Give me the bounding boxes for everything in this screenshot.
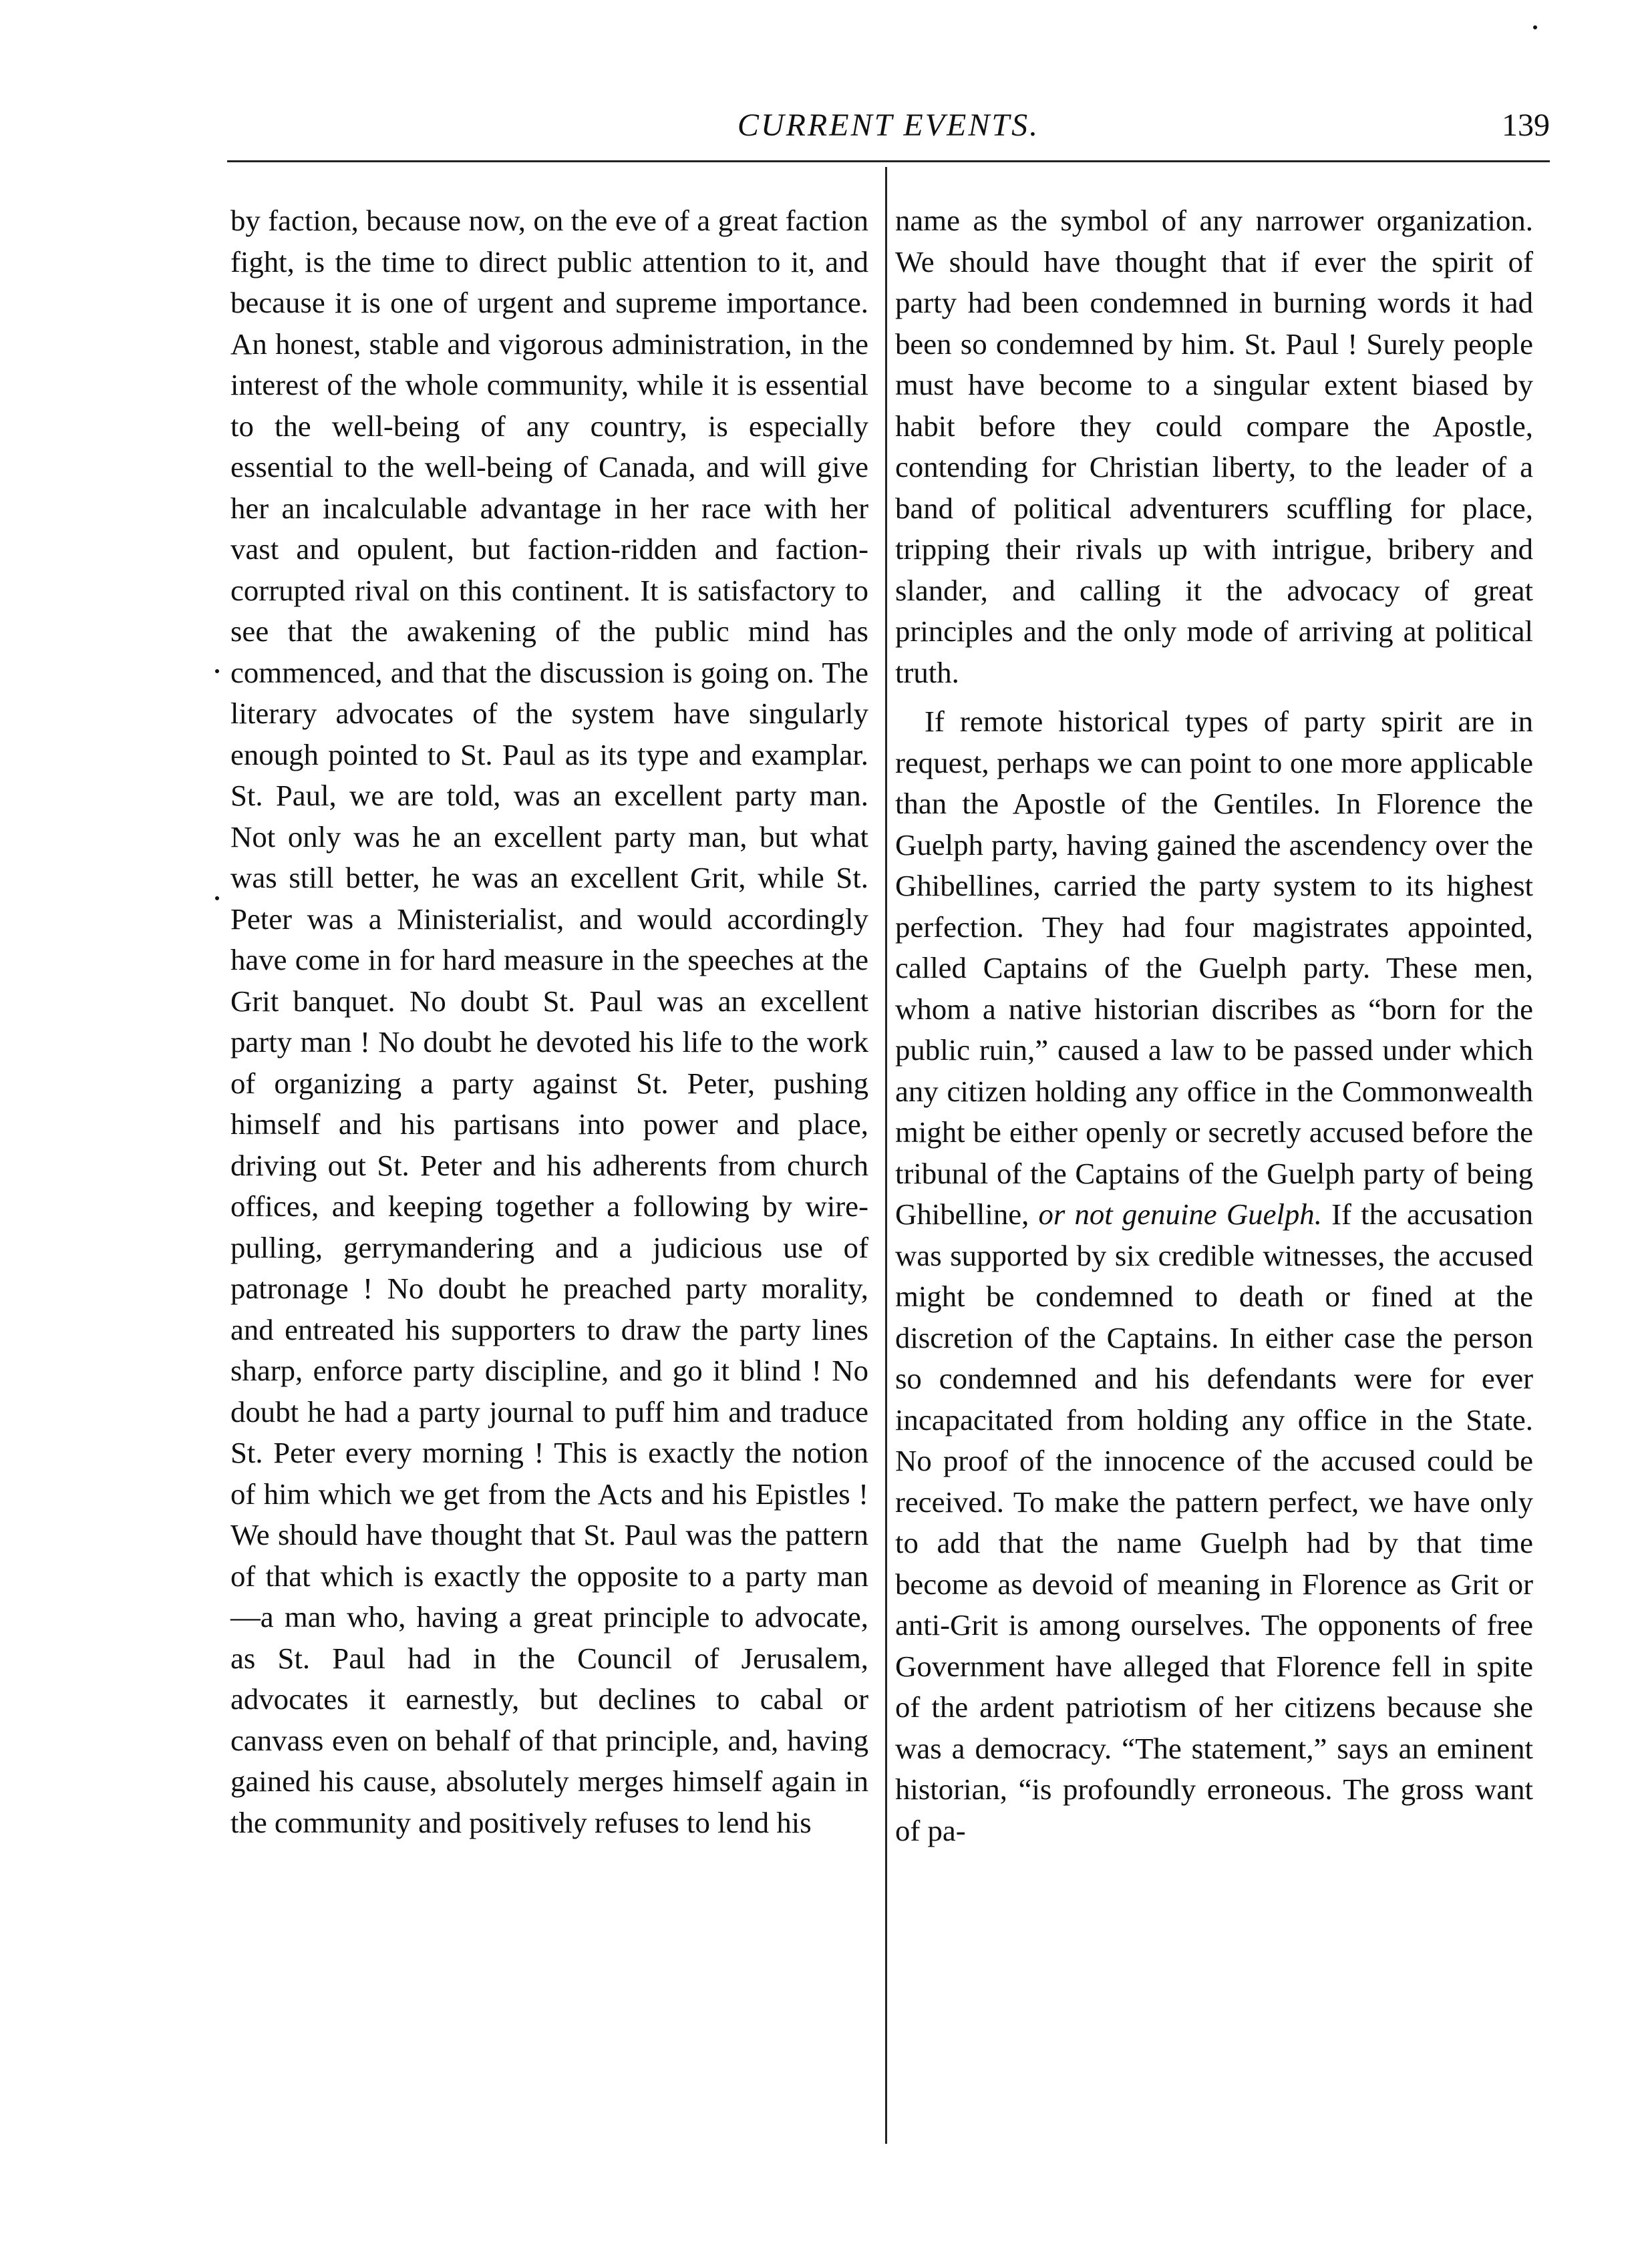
column-divider: [885, 167, 887, 2144]
running-title: CURRENT EVENTS.: [737, 108, 1040, 143]
left-column-paragraph: by faction, because now, on the eve of a great faction fight, is the time to direct public attention to it, and because it is one of urgent and supreme importance. An honest, stable and vigorous administration, in the interest of the whole community, while it is essential to the well-being of any country, is especially essential to the well-being of Canada, and will give her an incalculable advantage in her race with her vast and opulent, but faction-ridden and faction-corrupted rival on this continent. It is satisfactory to see that the awakening of the public mind has commenced, and that the discussion is going on. The literary advocates of the system have singularly enough pointed to St. Paul as its type and examplar. St. Paul, we are told, was an excellent party man. Not only was he an excellent party man, but what was still better, he was an excellent Grit, while St. Peter was a Ministerialist, and would accordingly have come in for hard measure in the speeches at the Grit banquet. No doubt St. Paul was an excellent party man ! No doubt he devoted his life to the work of organizing a party against St. Peter, pushing himself and his partisans into power and place, driving out St. Peter and his adherents from church offices, and keeping together a following by wire-pulling, gerrymandering and a judicious use of patronage ! No doubt he preached party morality, and entreated his supporters to draw the party lines sharp, enforce party discipline, and go it blind ! No doubt he had a party journal to puff him and traduce St. Peter every morning ! This is exactly the notion of him which we get from the Acts and his Epistles ! We should have thought that St. Paul was the pattern of that which is exactly the opposite to a party man—a man who, having a great principle to advocate, as St. Paul had in the Council of Jerusalem, advocates it earnestly, but declines to cabal or canvass even on behalf of that principle, and, having gained his cause, absolutely merges himself again in the community and positively refuses to lend his: [230, 204, 868, 1839]
right-column: [895, 200, 1533, 1851]
print-speck: [1533, 25, 1537, 29]
right-column-paragraph-2: [895, 701, 1533, 1851]
header-rule: [227, 160, 1550, 162]
paragraph-text-before-italic: If remote historical types of party spirit are in request, perhaps we can point to one more applicable than the Apostle of the Gentiles. In Florence the Guelph party, having gained the ascendency over the Ghibellines, carried the party system to its highest perfection. They had four magistrates appointed, called Captains of the Guelph party. These men, whom a native historian discribes as “born for the public ruin,” caused a law to be passed under which any citizen holding any office in the Commonwealth might be either openly or secretly accused before the tribunal of the Captains of the Guelph party of being Ghibelline,: [895, 705, 1533, 1231]
right-column-paragraph-1: name as the symbol of any narrower organization. We should have thought that if ever the spirit of party had been condemned in burning words it had been so condemned by him. St. Paul ! Surely people must have become to a singular extent biased by habit before they could compare the Apostle, contending for Christian liberty, to the leader of a band of political adventurers scuffling for place, tripping their rivals up with intrigue, bribery and slander, and calling it the advocacy of great principles and the only mode of arriving at political truth.: [895, 204, 1533, 689]
italic-phrase: or not genuine Guelph.: [1038, 1197, 1322, 1231]
left-column: [230, 200, 868, 1843]
running-head: [227, 100, 1550, 154]
page-number: 139: [1502, 108, 1550, 143]
print-speck: [215, 669, 219, 673]
paragraph-text-after-italic: If the accusation was supported by six credible witnesses, the accused might be condemned to death or fined at the discretion of the Captains. In either case the person so condemned and his defendants were for ever incapacitated from holding any office in the State. No proof of the innocence of the accused could be received. To make the pattern perfect, we have only to add that the name Guelph had by that time become as devoid of meaning in Florence as Grit or anti-Grit is among ourselves. The opponents of free Government have alleged that Florence fell in spite of the ardent patriotism of her citizens because she was a democracy. “The statement,” says an eminent historian, “is profoundly erroneous. The gross want of pa-: [895, 1197, 1534, 1847]
print-speck: [215, 896, 219, 900]
